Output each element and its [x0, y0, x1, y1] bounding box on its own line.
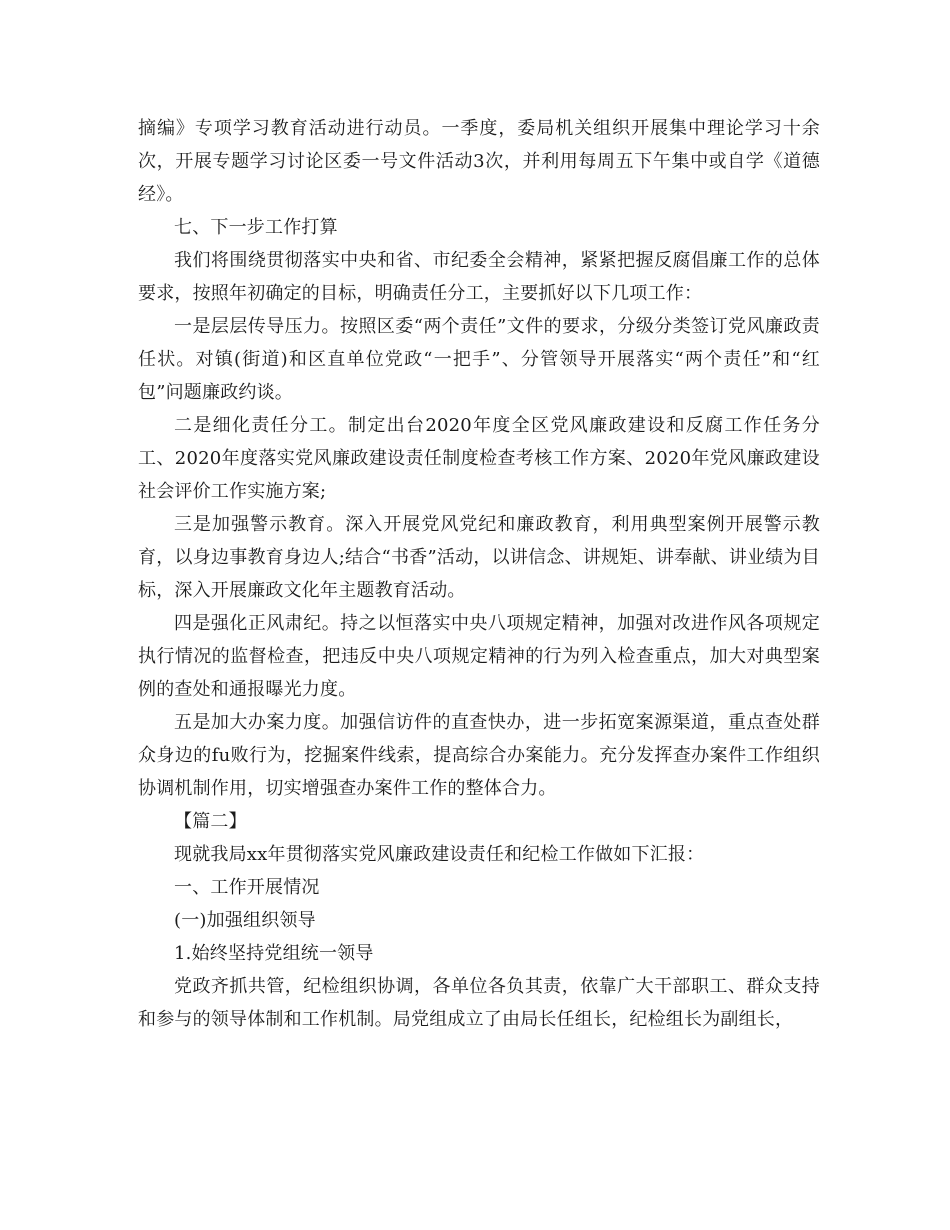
paragraph-intro: 我们将围绕贯彻落实中央和省、市纪委全会精神，紧紧把握反腐倡廉工作的总体要求，按照年初确定的目标，明确责任分工，主要抓好以下几项工作： — [138, 250, 820, 304]
section-heading-next-steps: 七、下一步工作打算 — [174, 217, 338, 238]
paragraph-item-4: 四是强化正风肃纪。持之以恒落实中央八项规定精神，加强对改进作风各项规定执行情况的监督检查，把违反中央八项规定精神的行为列入检查重点，加大对典型案例的查处和通报曝光力度。 — [138, 613, 820, 700]
subheading-organization: (一)加强组织领导 — [174, 910, 316, 931]
paragraph-report-intro: 现就我局xx年贯彻落实党风廉政建设责任和纪检工作做如下汇报： — [174, 844, 705, 865]
paragraph-leadership-system: 党政齐抓共管，纪检组织协调，各单位各负其责，依靠广大干部职工、群众支持和参与的领导体制和工作机制。局党组成立了由局长任组长，纪检组长为副组长， — [138, 976, 820, 1030]
section-title-part-two: 【篇二】 — [174, 811, 247, 832]
paragraph-item-3: 三是加强警示教育。深入开展党风党纪和廉政教育，利用典型案例开展警示教育，以身边事教育身边人;结合“书香”活动，以讲信念、讲规矩、讲奉献、讲业绩为目标，深入开展廉政文化年主题教育活动。 — [138, 514, 820, 601]
paragraph-item-1: 一是层层传导压力。按照区委“两个责任”文件的要求，分级分类签订党风廉政责任状。对镇(街道)和区直单位党政“一把手”、分管领导开展落实“两个责任”和“红包”问题廉政约谈。 — [138, 316, 820, 403]
paragraph-item-2: 二是细化责任分工。制定出台2020年度全区党风廉政建设和反腐工作任务分工、2020年度落实党风廉政建设责任制度检查考核工作方案、2020年党风廉政建设社会评价工作实施方案; — [138, 415, 820, 502]
paragraph-item-5: 五是加大办案力度。加强信访件的直查快办，进一步拓宽案源渠道，重点查处群众身边的fu败行为，挖掘案件线索，提高综合办案能力。充分发挥查办案件工作组织协调机制作用，切实增强查办案件工作的整体合力。 — [138, 712, 820, 799]
section-heading-work-status: 一、工作开展情况 — [174, 877, 320, 898]
paragraph-1: 摘编》专项学习教育活动进行动员。一季度，委局机关组织开展集中理论学习十余次，开展专题学习讨论区委一号文件活动3次，并利用每周五下午集中或自学《道德经》。 — [138, 118, 820, 205]
document-page — [138, 112, 820, 1036]
subheading-party-leadership: 1.始终坚持党组统一领导 — [174, 943, 374, 964]
